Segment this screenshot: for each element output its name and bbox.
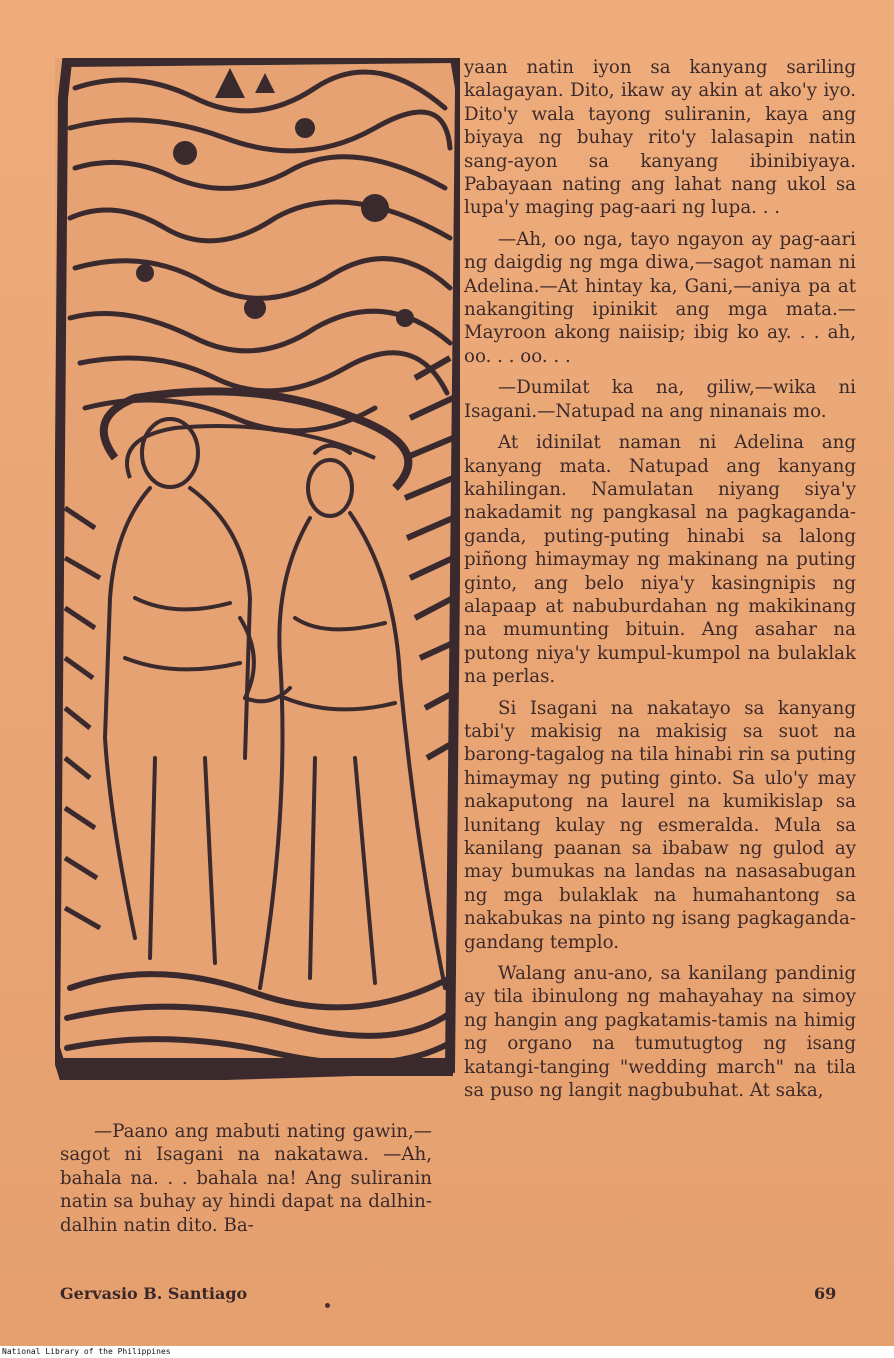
- text-column-left: [60, 1120, 432, 1245]
- paragraph: yaan natin iyon sa kanyang sariling kalagayan. Dito, ikaw ay akin at ako'y iyo. Dito'y wala tayong suliranin, kaya ang biyaya ng buhay rito'y lalasapin natin sang-ayon sa kanyang ibinibiyaya. Pabayaan nating ang lahat nang ukol sa lupa'y maging pag-aari ng lupa. . .: [464, 57, 856, 219]
- author-name: Gervasio B. Santiago: [60, 1284, 248, 1303]
- paragraph: —Ah, oo nga, tayo ngayon ay pag-aari ng daigdig ng mga diwa,—sagot naman ni Adelina.—At hintay ka, Gani,—aniya pa at nakangiting ipinikit ang mga mata.—Mayroon akong naiisip; ibig ko ay. . . ah, oo. . . oo. . .: [464, 228, 856, 367]
- woodcut-illustration-couple-icon: [55, 58, 460, 1080]
- paragraph: Walang anu-ano, sa kanilang pandinig ay tila ibinulong ng mahayahay na simoy ng hangin ang pagkatamis-tamis na himig ng organo na tumutugtog ng isang katangi-tanging "wedding march" na tila sa puso ng langit nagbubuhat. At saka,: [464, 963, 856, 1102]
- library-stamp: National Library of the Philippines: [2, 1347, 171, 1356]
- woodcut-illustration: [55, 58, 460, 1080]
- paragraph: —Dumilat ka na, giliw,—wika ni Isagani.—Natupad na ang ninanais mo.: [464, 377, 856, 422]
- paragraph: Si Isagani na nakatayo sa kanyang tabi'y makisig na makisig sa suot na barong-tagalog na tila hinabi rin sa puting himaymay ng puting ginto. Sa ulo'y may nakaputong na laurel na kumikislap sa lunitang kulay ng esmeralda. Mula sa kanilang paanan sa ibabaw ng gulod ay may bumukas na landas na nasasabugan ng mga bulaklak na humahantong sa nakabukas na pinto ng isang pagkaganda-gandang templo.: [464, 697, 856, 953]
- paragraph: At idinilat naman ni Adelina ang kanyang mata. Natupad ang kanyang kahilingan. Namulatan niyang siya'y nakadamit ng pangkasal na pagkaganda-ganda, puting-puting hinabi sa lalong piñong himaymay ng makinang na puting ginto, ang belo niya'y kasingnipis ng alapaap at nabuburdahan ng makikinang na mumunting bituin. Ang asahar na putong niya'y kumpul-kumpol na bulaklak na perlas.: [464, 432, 856, 688]
- page-ornament-dot: [325, 1303, 330, 1308]
- text-column-right: [464, 56, 856, 1110]
- page-number: 69: [814, 1284, 837, 1303]
- paragraph: —Paano ang mabuti nating gawin,—sagot ni Isagani na nakatawa. —Ah, bahala na. . . bahala na! Ang suliranin natin sa buhay ay hindi dapat na dalhin-dalhin natin dito. Ba-: [60, 1121, 432, 1236]
